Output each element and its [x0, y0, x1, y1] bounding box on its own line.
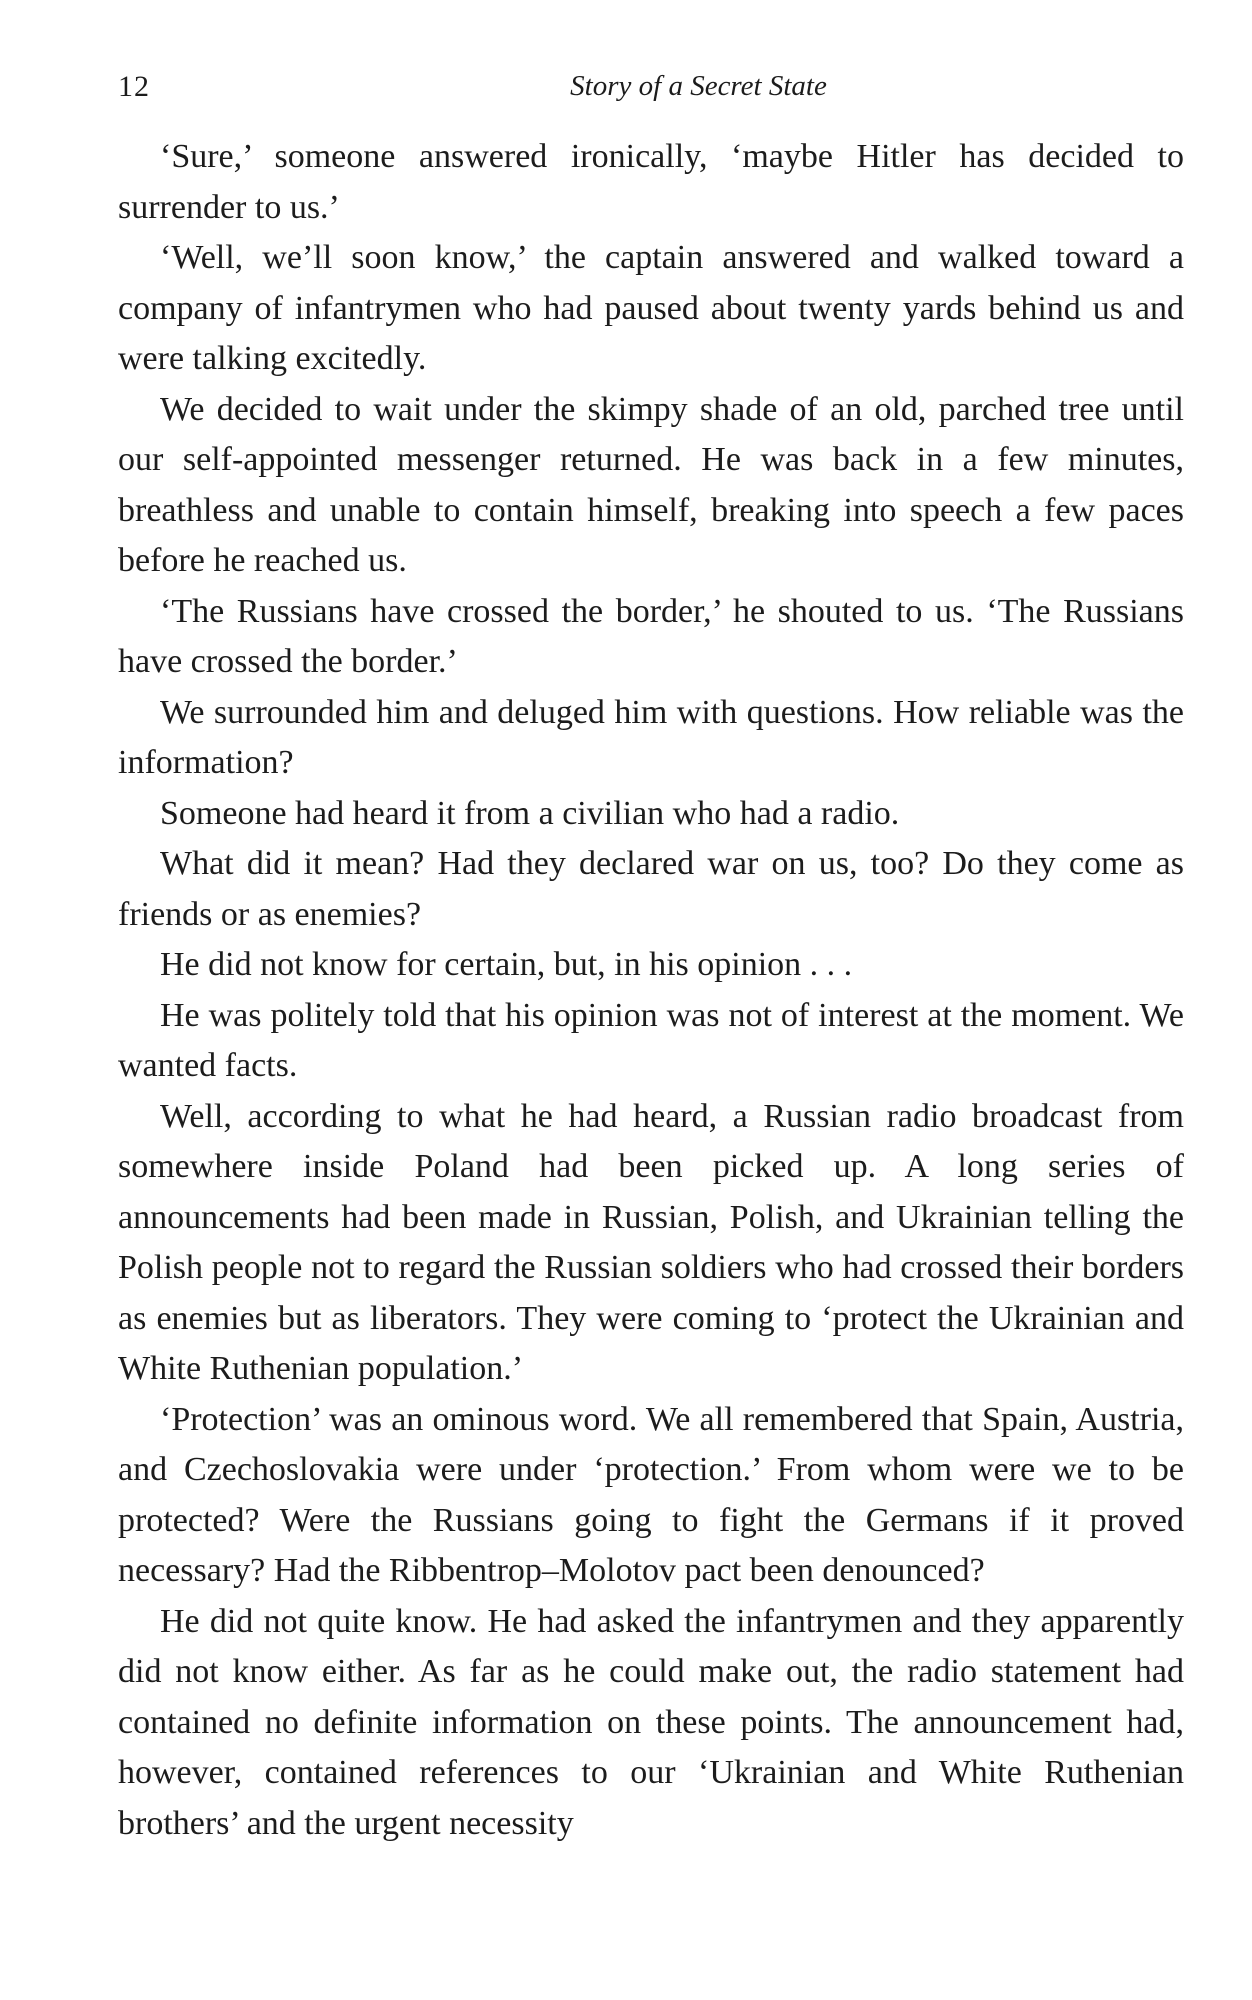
- paragraph: We decided to wait under the skimpy shade of an old, parched tree until our self-appointed messenger returned. He was back in a few minutes, breathless and unable to contain himself, breaking into speech a few paces before he reached us.: [118, 390, 1184, 579]
- paragraph: Someone had heard it from a civilian who had a radio.: [160, 794, 900, 832]
- paragraph: He did not know for certain, but, in his opinion . . .: [160, 946, 853, 983]
- paragraph: ‘Well, we’ll soon know,’ the captain answered and walked toward a company of infantrymen who had paused about twenty yards behind us and were talking excitedly.: [118, 239, 1184, 377]
- body-text: [118, 132, 1184, 1849]
- paragraph: ‘The Russians have crossed the border,’ he shouted to us. ‘The Russians have crossed the border.’: [118, 592, 1184, 680]
- paragraph: What did it mean? Had they declared war on us, too? Do they come as friends or as enemies?: [118, 845, 1184, 933]
- paragraph: He was politely told that his opinion was not of interest at the moment. We wanted facts.: [118, 996, 1184, 1084]
- running-title: Story of a Secret State: [570, 70, 827, 102]
- running-head: [118, 70, 1184, 114]
- paragraph: ‘Sure,’ someone answered ironically, ‘maybe Hitler has decided to surrender to us.’: [118, 138, 1184, 226]
- paragraph: ‘Protection’ was an ominous word. We all remembered that Spain, Austria, and Czechoslovakia were under ‘protection.’ From whom were we to be protected? Were the Russians going to fight the Germans if it proved necessary? Had the Ribbentrop–Molotov pact been denounced?: [118, 1400, 1184, 1589]
- page-number: 12: [118, 70, 150, 103]
- paragraph: He did not quite know. He had asked the infantrymen and they apparently did not know either. As far as he could make out, the radio statement had contained no definite information on these points. The announcement had, however, contained references to our ‘Ukrainian and White Ruthenian brothers’ and the urgent necessity: [118, 1602, 1184, 1842]
- paragraph: Well, according to what he had heard, a Russian radio broadcast from somewhere inside Poland had been picked up. A long series of announcements had been made in Russian, Polish, and Ukrainian telling the Polish people not to regard the Russian soldiers who had crossed their borders as enemies but as liberators. They were coming to ‘protect the Ukrainian and White Ruthenian population.’: [118, 1097, 1184, 1387]
- paragraph: We surrounded him and deluged him with questions. How reliable was the information?: [118, 693, 1184, 781]
